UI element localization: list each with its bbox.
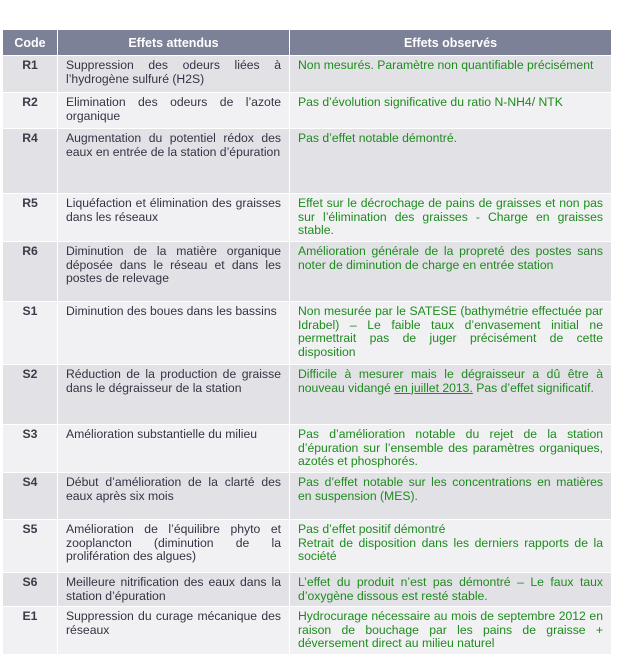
table-row <box>3 573 612 607</box>
row-effet-observe: Effet sur le décrochage de pains de graisses et non pas sur l’élimination des graisses - Charge en graisses stable. <box>290 194 612 242</box>
row-effet-attendu: Elimination des odeurs de l’azote organique <box>58 93 290 129</box>
row-effet-attendu: Début d’amélioration de la clarté des eaux après six mois <box>58 473 290 520</box>
row-effet-observe: Pas d’amélioration notable du rejet de la station d’épuration sur l’ensemble des paramètres organiques, azotés et phosphorés. <box>290 425 612 473</box>
row-effet-observe: Hydrocurage nécessaire au mois de septembre 2012 en raison de bouchage par les pains de graisse + déversement direct au milieu naturel <box>290 607 612 655</box>
row-effet-attendu: Augmentation du potentiel rédox des eaux en entrée de la station d’épuration <box>58 129 290 194</box>
observe-line: Pas d’effet positif démontré <box>298 522 446 536</box>
row-effet-attendu: Suppression du curage mécanique des réseaux <box>58 607 290 655</box>
table-header-row <box>3 30 612 56</box>
table-row <box>3 607 612 655</box>
row-effet-observe <box>290 520 612 573</box>
row-effet-observe: Non mesurés. Paramètre non quantifiable précisément <box>290 56 612 93</box>
table-row <box>3 242 612 302</box>
row-effet-attendu: Liquéfaction et élimination des graisses dans les réseaux <box>58 194 290 242</box>
row-code: S1 <box>3 302 58 365</box>
row-code: R4 <box>3 129 58 194</box>
row-effet-attendu: Diminution de la matière organique déposée dans le réseau et dans les postes de relevage <box>58 242 290 302</box>
row-effet-observe: L’effet du produit n’est pas démontré – Le faux taux d’oxygène dissous est resté stable. <box>290 573 612 607</box>
table-row <box>3 93 612 129</box>
effects-table <box>2 29 612 655</box>
table-row <box>3 520 612 573</box>
row-effet-observe: Pas d’effet notable sur les concentrations en matières en suspension (MES). <box>290 473 612 520</box>
table-row <box>3 302 612 365</box>
row-code: R5 <box>3 194 58 242</box>
table-row <box>3 194 612 242</box>
row-effet-attendu: Réduction de la production de graisse dans le dégraisseur de la station <box>58 365 290 425</box>
row-effet-attendu: Amélioration substantielle du milieu <box>58 425 290 473</box>
observe-line: Retrait de disposition dans les derniers rapports de la société <box>298 535 603 564</box>
row-code: R6 <box>3 242 58 302</box>
row-effet-attendu: Diminution des boues dans les bassins <box>58 302 290 365</box>
table-row <box>3 425 612 473</box>
row-effet-observe: Pas d’effet notable démontré. <box>290 129 612 194</box>
header-effets-observes: Effets observés <box>290 30 612 56</box>
row-code: S6 <box>3 573 58 607</box>
row-code: E1 <box>3 607 58 655</box>
date-link-text: en juillet 2013. <box>394 380 473 395</box>
row-effet-observe: Pas d’évolution significative du ratio N-NH4/ NTK <box>290 93 612 129</box>
row-effet-attendu: Meilleure nitrification des eaux dans la station d’épuration <box>58 573 290 607</box>
row-effet-observe: Non mesurée par le SATESE (bathymétrie effectuée par Idrabel) – Le faible taux d’envasement initial ne permettrait pas de juger précisément de cette disposition <box>290 302 612 365</box>
row-code: S4 <box>3 473 58 520</box>
table-row <box>3 129 612 194</box>
header-effets-attendus: Effets attendus <box>58 30 290 56</box>
row-code: R1 <box>3 56 58 93</box>
observe-text-part: Pas d’effet significatif. <box>472 380 594 395</box>
table-row <box>3 365 612 425</box>
row-effet-attendu: Suppression des odeurs liées à l’hydrogène sulfuré (H2S) <box>58 56 290 93</box>
row-effet-observe: Amélioration générale de la propreté des postes sans noter de diminution de charge en entrée station <box>290 242 612 302</box>
observe-text-part: Difficile à mesurer mais le dégraisseur a dû être à nouveau vidangé <box>298 367 603 395</box>
row-code: S2 <box>3 365 58 425</box>
row-effet-observe <box>290 365 612 425</box>
row-code: S3 <box>3 425 58 473</box>
table-row <box>3 56 612 93</box>
row-code: R2 <box>3 93 58 129</box>
header-code: Code <box>3 30 58 56</box>
table-row <box>3 473 612 520</box>
row-effet-attendu: Amélioration de l’équilibre phyto et zooplancton (diminution de la prolifération des algues) <box>58 520 290 573</box>
row-code: S5 <box>3 520 58 573</box>
